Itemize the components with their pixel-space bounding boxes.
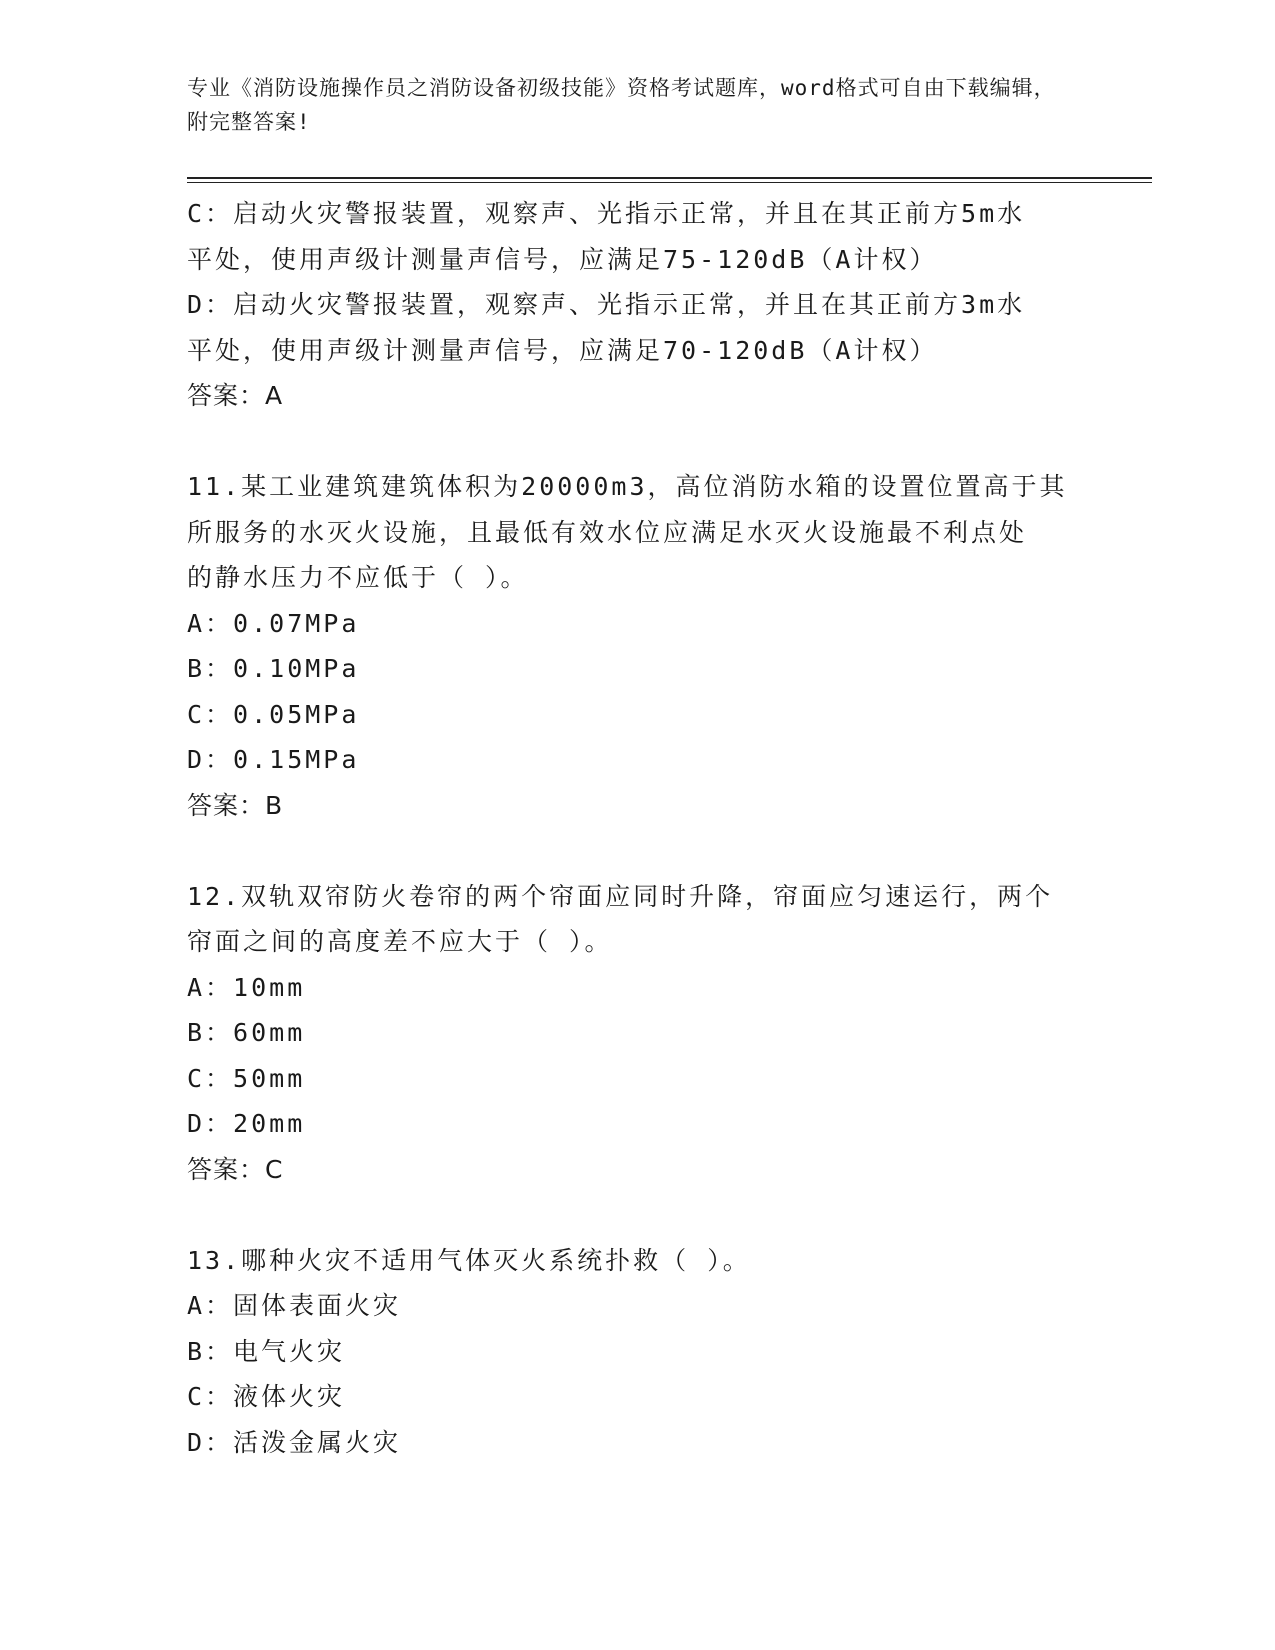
option-c: C：50mm — [187, 1063, 306, 1093]
question-11 — [187, 464, 1087, 828]
option-d-line-2: 平处，使用声级计测量声信号，应满足70-120dB（A计权） — [187, 335, 938, 365]
answer-label: 答案：B — [187, 790, 284, 820]
option-a: A：10mm — [187, 972, 306, 1002]
option-b: B：60mm — [187, 1018, 306, 1047]
option-c-line-1: C：启动火灾警报装置，观察声、光指示正常，并且在其正前方5m水 — [187, 199, 1026, 228]
option-c-line-2: 平处，使用声级计测量声信号，应满足75-120dB（A计权） — [187, 244, 938, 274]
question-13 — [187, 1238, 1087, 1466]
option-c: C：液体火灾 — [187, 1382, 346, 1411]
question-10-tail — [187, 191, 1087, 419]
spacer — [187, 419, 1087, 465]
spacer — [187, 1192, 1087, 1238]
header-rule-thick — [187, 177, 1152, 179]
question-content — [187, 191, 1087, 1465]
answer-label: 答案：C — [187, 1154, 284, 1184]
option-d-line-1: D：启动火灾警报装置，观察声、光指示正常，并且在其正前方3m水 — [187, 290, 1026, 319]
option-b: B：电气火灾 — [187, 1336, 346, 1366]
header-rule-thin — [187, 182, 1152, 183]
question-stem-line: 帘面之间的高度差不应大于（ ）。 — [187, 927, 613, 956]
question-stem-line: 11.某工业建筑建筑体积为20000m3，高位消防水箱的设置位置高于其 — [187, 472, 1068, 501]
document-header: 专业《消防设施操作员之消防设备初级技能》资格考试题库，word格式可自由下载编辑，附完整答案! — [187, 76, 1056, 134]
option-a: A：固体表面火灾 — [187, 1291, 402, 1320]
option-c: C：0.05MPa — [187, 699, 360, 729]
option-a: A：0.07MPa — [187, 608, 360, 638]
question-stem-line: 所服务的水灭火设施，且最低有效水位应满足水灭火设施最不利点处 — [187, 517, 1028, 547]
question-stem-line: 13.哪种火灾不适用气体灭火系统扑救（ ）。 — [187, 1245, 751, 1275]
question-12 — [187, 874, 1087, 1193]
spacer — [187, 828, 1087, 874]
option-d: D：20mm — [187, 1109, 306, 1138]
option-d: D：活泼金属火灾 — [187, 1427, 402, 1457]
option-b: B：0.10MPa — [187, 654, 360, 683]
question-stem-line: 12.双轨双帘防火卷帘的两个帘面应同时升降，帘面应匀速运行，两个 — [187, 881, 1054, 911]
option-d: D：0.15MPa — [187, 745, 360, 774]
answer-label: 答案：A — [187, 381, 284, 410]
question-stem-line: 的静水压力不应低于（ ）。 — [187, 563, 529, 592]
